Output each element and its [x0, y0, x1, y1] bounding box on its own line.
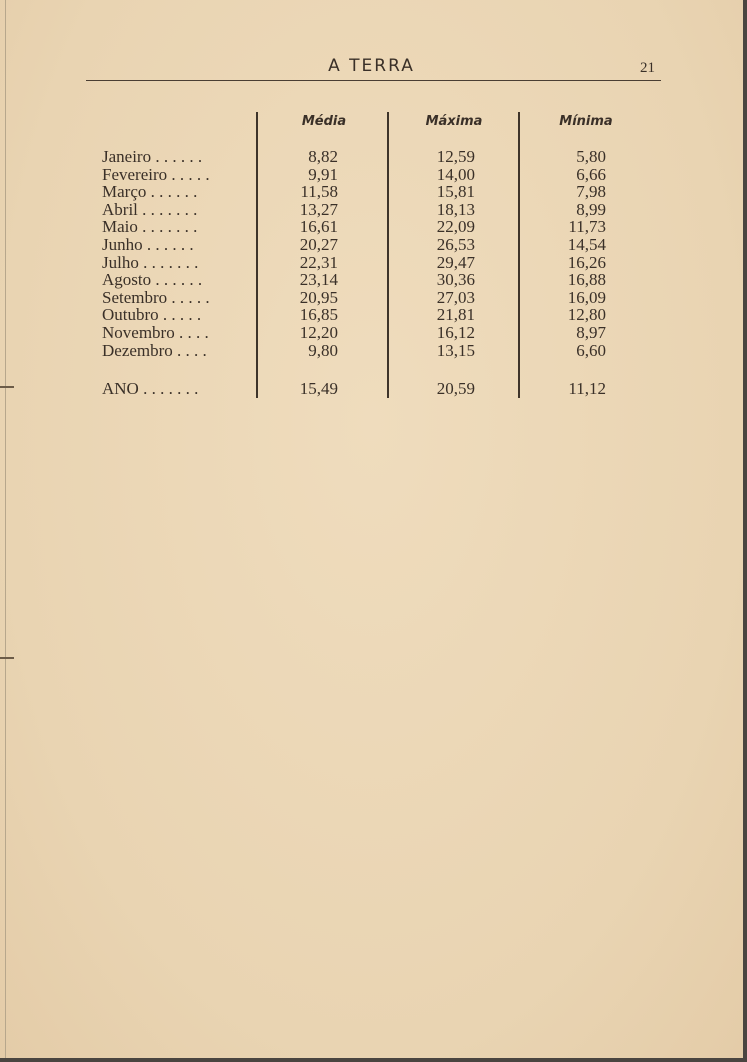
cell-media: 16,85: [299, 305, 338, 325]
page-number: 21: [640, 60, 655, 76]
cell-media: 15,49: [299, 379, 338, 398]
column-header-media: Média: [301, 114, 347, 129]
cell-maxima: 16,12: [436, 323, 475, 342]
gutter-line: [5, 0, 6, 1058]
row-label: Maio . . . . . . .: [102, 217, 198, 237]
column-header-minima: Mínima: [559, 114, 613, 129]
row-label: Janeiro . . . . . .: [102, 147, 203, 166]
cell-maxima: 22,09: [436, 217, 475, 237]
running-header: A TERRA: [328, 56, 415, 76]
binding-mark: [0, 657, 14, 659]
cell-minima: 12,80: [567, 305, 606, 325]
row-label: Fevereiro . . . . .: [102, 164, 210, 184]
cell-media: 23,14: [299, 270, 338, 290]
column-divider: [518, 112, 520, 398]
cell-minima: 14,54: [567, 235, 606, 254]
cell-media: 20,27: [299, 235, 338, 254]
cell-minima: 6,66: [576, 164, 606, 184]
column-header-maxima: Máxima: [425, 114, 483, 129]
row-label: Março . . . . . .: [102, 182, 198, 202]
row-label: Junho . . . . . .: [102, 235, 194, 254]
cell-maxima: 27,03: [436, 287, 475, 307]
row-label: ANO . . . . . . .: [102, 379, 199, 398]
cell-minima: 16,09: [567, 287, 606, 307]
cell-media: 9,80: [308, 340, 338, 360]
column-divider: [387, 112, 389, 398]
cell-media: 20,95: [299, 287, 338, 307]
cell-media: 13,27: [299, 199, 338, 219]
cell-minima: 16,88: [567, 270, 606, 290]
row-label: Dezembro . . . .: [102, 340, 207, 360]
cell-maxima: 21,81: [436, 305, 475, 325]
cell-minima: 6,60: [576, 340, 606, 360]
cell-maxima: 29,47: [436, 252, 475, 272]
cell-media: 16,61: [299, 217, 338, 237]
row-label: Julho . . . . . . .: [102, 252, 199, 272]
cell-media: 8,82: [308, 147, 338, 166]
cell-minima: 7,98: [576, 182, 606, 202]
cell-minima: 11,12: [568, 379, 606, 398]
row-label: Abril . . . . . . .: [102, 199, 198, 219]
header-rule: [86, 80, 661, 81]
cell-minima: 8,99: [576, 199, 606, 219]
row-label: Outubro . . . . .: [102, 305, 202, 325]
cell-media: 9,91: [308, 164, 338, 184]
cell-media: 12,20: [299, 323, 338, 342]
cell-maxima: 20,59: [436, 379, 475, 398]
cell-minima: 8,97: [576, 323, 606, 342]
cell-maxima: 12,59: [436, 147, 475, 166]
cell-maxima: 13,15: [436, 340, 475, 360]
row-label: Novembro . . . .: [102, 323, 209, 342]
cell-maxima: 15,81: [436, 182, 475, 202]
cell-minima: 16,26: [567, 252, 606, 272]
cell-maxima: 30,36: [436, 270, 475, 290]
cell-media: 22,31: [299, 252, 338, 272]
row-label: Setembro . . . . .: [102, 287, 210, 307]
cell-minima: 11,73: [568, 217, 606, 237]
cell-maxima: 18,13: [436, 199, 475, 219]
cell-media: 11,58: [300, 182, 338, 202]
cell-maxima: 26,53: [436, 235, 475, 254]
binding-mark: [0, 386, 14, 388]
row-label: Agosto . . . . . .: [102, 270, 203, 290]
cell-minima: 5,80: [576, 147, 606, 166]
column-divider: [256, 112, 258, 398]
cell-maxima: 14,00: [436, 164, 475, 184]
